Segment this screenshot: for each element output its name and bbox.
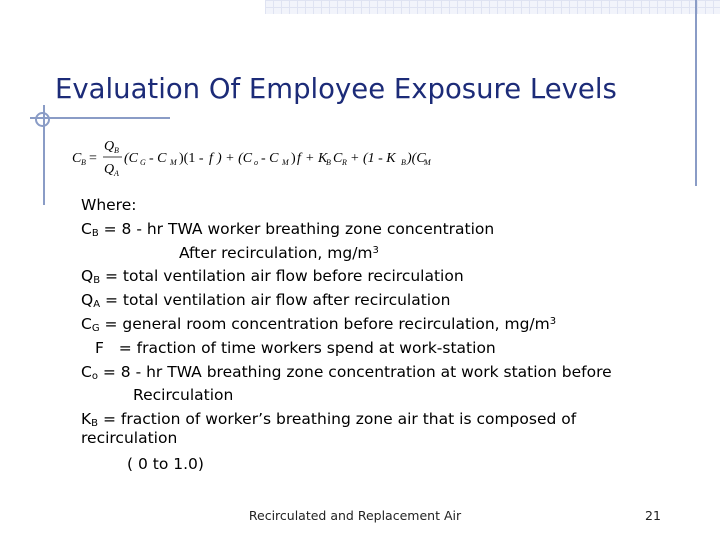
definition-co (81, 361, 612, 385)
qa-symbol: Q (81, 291, 94, 310)
formula-t3: )(1 - (179, 151, 204, 166)
formula-qb: Q (104, 139, 115, 154)
title-underline-rule (30, 117, 170, 119)
cb-cont-superscript: 3 (372, 244, 379, 256)
qa-text: = total ventilation air flow after recirculation (100, 291, 451, 310)
formula-t7: ) (291, 151, 296, 166)
definition-kb-continued: recirculation (81, 428, 178, 447)
co-text: = 8 - hr TWA breathing zone concentration at work station before (97, 362, 612, 381)
definition-qb (81, 265, 612, 289)
cb-text: = 8 - hr TWA worker breathing zone concentration (98, 219, 495, 238)
formula-t4: f (209, 151, 213, 166)
formula-t9: + K (305, 151, 328, 166)
formula-t6: - C (261, 151, 279, 166)
formula-qa: Q (104, 162, 115, 177)
qa-subscript: A (93, 299, 101, 311)
kb-symbol: K (81, 410, 92, 429)
exposure-formula (70, 135, 430, 181)
formula-t10: C (333, 151, 343, 166)
co-symbol: C (81, 362, 92, 381)
formula-t1-sub: G (140, 158, 146, 167)
definitions-block (81, 194, 612, 477)
formula-qa-sub: A (114, 169, 119, 178)
kb-subscript: B (91, 418, 99, 430)
qb-symbol: Q (81, 267, 94, 286)
formula-t13: ) (418, 149, 419, 150)
range-note: ( 0 to 1.0) (127, 454, 204, 473)
cb-cont-text: After recirculation, mg/m (179, 243, 373, 262)
formula-t6-sub: M (282, 158, 289, 167)
qb-text: = total ventilation air flow before recirculation (100, 267, 464, 286)
cg-subscript: G (91, 322, 100, 334)
formula-t8: f (297, 151, 301, 166)
formula-qb-sub: B (114, 146, 119, 155)
cg-text: = general room concentration before recirculation, mg/m (99, 314, 550, 333)
formula-t5: ) + (C (217, 151, 253, 166)
footer-text: Recirculated and Replacement Air (248, 508, 462, 523)
formula-t11: + (1 - K (350, 151, 396, 166)
where-label: Where: (81, 196, 137, 214)
formula-t12-sub: M (424, 158, 431, 167)
right-vertical-rule (695, 0, 697, 186)
cb-symbol: C (81, 219, 92, 238)
formula-cb: C (72, 151, 82, 166)
formula-t2: - C (149, 151, 167, 166)
cb-subscript: B (91, 227, 99, 239)
definition-co-continued: Recirculation (133, 386, 234, 405)
corner-ring-ornament (35, 112, 50, 127)
qb-subscript: B (93, 275, 101, 287)
definition-cg (81, 313, 612, 337)
slide-title: Evaluation Of Employee Exposure Levels (55, 73, 617, 105)
page-number: 21 (645, 508, 661, 523)
kb-text: = fraction of worker’s breathing zone air that is composed of (98, 410, 577, 429)
formula-t11-sub: B (401, 158, 406, 167)
formula-equals: = (89, 151, 97, 166)
definition-f: F = fraction of time workers spend at work-station (95, 338, 496, 357)
formula-t5-sub: o (254, 158, 258, 167)
cg-superscript: 3 (549, 315, 557, 327)
header-grid-band (265, 0, 720, 14)
formula-t1: (C (124, 151, 138, 166)
formula-cb-sub: B (81, 158, 86, 167)
formula-t2-sub: M (170, 158, 177, 167)
formula-t9-sub: B (326, 158, 331, 167)
definition-qa (81, 289, 612, 313)
cg-symbol: C (81, 314, 92, 333)
formula-t10-sub: R (342, 158, 347, 167)
definition-cb-continued (81, 242, 612, 266)
formula-t12: )(C (407, 151, 426, 166)
definition-cb (81, 218, 612, 242)
co-subscript: o (91, 370, 98, 382)
